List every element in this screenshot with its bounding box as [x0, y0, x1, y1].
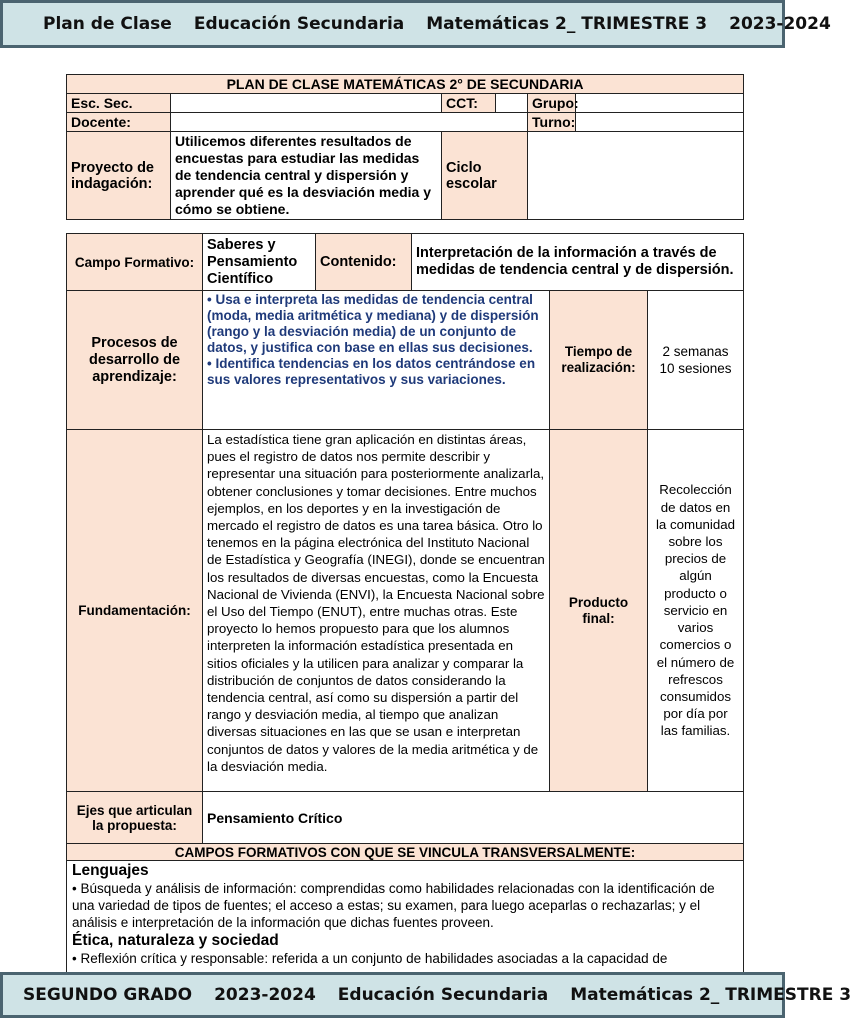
- footer-item: Educación Secundaria: [337, 985, 549, 1005]
- esc-sec-field[interactable]: [171, 94, 442, 113]
- docente-field[interactable]: [171, 113, 528, 132]
- footer-item: SEGUNDO GRADO: [23, 985, 193, 1005]
- ciclo-label: Ciclo escolar: [442, 132, 528, 220]
- transversal-cell: [67, 861, 744, 973]
- lenguajes-heading: Lenguajes: [72, 862, 149, 879]
- etica-heading: Ética, naturaleza y sociedad: [72, 932, 279, 949]
- producto-label: Producto final:: [550, 430, 648, 792]
- info-table-title: PLAN DE CLASE MATEMÁTICAS 2° DE SECUNDARIA: [67, 75, 744, 94]
- header-item: 2023-2024: [729, 14, 831, 34]
- plan-table: [66, 233, 744, 973]
- cct-field[interactable]: [496, 94, 528, 113]
- tiempo-value: 2 semanas: [662, 344, 729, 359]
- fundamentacion-text: La estadística tiene gran aplicación en distintas áreas, pues el registro de datos nos permite describir y representar una situación para posteriormente analizarla, obtener conclusiones y tomar decisiones. Entre muchos ejemplos, en los deportes y en la investigación de mercado el registro de datos es una tarea básica. Otro lo tenemos en la página electrónica del Instituto Nacional de Estadística y Geografía (INEGI), donde se encuentran los resultados de diversas encuestas, como la Encuesta Nacional de Vivienda (ENVI), la Encuesta Nacional sobre el Uso del Tiempo (ENUT), entre muchas otras. Este proyecto lo hemos propuesto para que los alumnos interpreten la información estadística presentada en sitios oficiales y la utilicen para analizar y comparar la distribución de conjuntos de datos considerando la tendencia central, así como su dispersión a partir del rango y desviación media, al tiempo que analizan diversas situaciones en las que se usan e interpretan conjuntos de datos y valores de la media aritmética y de la desviación media.: [203, 430, 550, 792]
- tiempo-label: Tiempo de realización:: [550, 291, 648, 430]
- grupo-field[interactable]: [576, 94, 744, 113]
- info-table: [66, 74, 744, 220]
- tiempo-cell: [648, 291, 744, 430]
- fundamentacion-label: Fundamentación:: [67, 430, 203, 792]
- procesos-item: • Identifica tendencias en los datos centrándose en sus valores representativos y sus variaciones.: [207, 356, 536, 387]
- contenido-value: Interpretación de la información a través de medidas de tendencia central y de dispersión.: [412, 234, 744, 291]
- footer-item: Matemáticas 2_ TRIMESTRE 3: [570, 985, 851, 1005]
- procesos-cell: [203, 291, 550, 430]
- lenguajes-text: • Búsqueda y análisis de información: comprendidas como habilidades relacionadas con la identificación de una variedad de tipos de fuentes; el acceso a estas; su examen, para luego aceparlas o rechazarlas; y el análisis e interpretación de la información que dichas fuentes proveen.: [72, 881, 715, 930]
- procesos-item: • Usa e interpreta las medidas de tendencia central (moda, media aritmética y mediana) y de dispersión (rango y la desviación media) de un conjunto de datos, y justifica con base en ellas sus decisiones.: [207, 292, 539, 355]
- producto-value: Recolección de datos en la comunidad sobre los precios de algún producto o servicio en varios comercios o el número de refrescos consumidos por día por las familias.: [648, 430, 744, 792]
- etica-text: • Reflexión crítica y responsable: referida a un conjunto de habilidades asociadas a la capacidad de: [72, 951, 668, 966]
- ejes-value: Pensamiento Crítico: [203, 792, 744, 844]
- header-banner: [0, 0, 831, 48]
- campo-label: Campo Formativo:: [67, 234, 203, 291]
- procesos-label: Procesos de desarrollo de aprendizaje:: [67, 291, 203, 430]
- transversal-title: CAMPOS FORMATIVOS CON QUE SE VINCULA TRANSVERSALMENTE:: [67, 844, 744, 861]
- proyecto-value: Utilicemos diferentes resultados de encuestas para estudiar las medidas de tendencia central y dispersión y aprender qué es la desviación media y cómo se obtiene.: [171, 132, 442, 220]
- proyecto-label: Proyecto de indagación:: [67, 132, 171, 220]
- ciclo-field[interactable]: [528, 132, 744, 220]
- footer-item: 2023-2024: [214, 985, 316, 1005]
- campo-value: Saberes y Pensamiento Científico: [203, 234, 316, 291]
- footer-banner: [0, 972, 851, 1018]
- grupo-label: Grupo:: [528, 94, 576, 113]
- contenido-label: Contenido:: [316, 234, 412, 291]
- header-item: Educación Secundaria: [193, 14, 405, 34]
- ejes-label: Ejes que articulan la propuesta:: [67, 792, 203, 844]
- tiempo-value: 10 sesiones: [659, 361, 732, 376]
- turno-label: Turno:: [528, 113, 576, 132]
- turno-field[interactable]: [576, 113, 744, 132]
- docente-label: Docente:: [67, 113, 171, 132]
- header-item: Matemáticas 2_ TRIMESTRE 3: [426, 14, 708, 34]
- esc-sec-label: Esc. Sec.: [67, 94, 171, 113]
- cct-label: CCT:: [442, 94, 496, 113]
- header-item: Plan de Clase: [43, 14, 172, 34]
